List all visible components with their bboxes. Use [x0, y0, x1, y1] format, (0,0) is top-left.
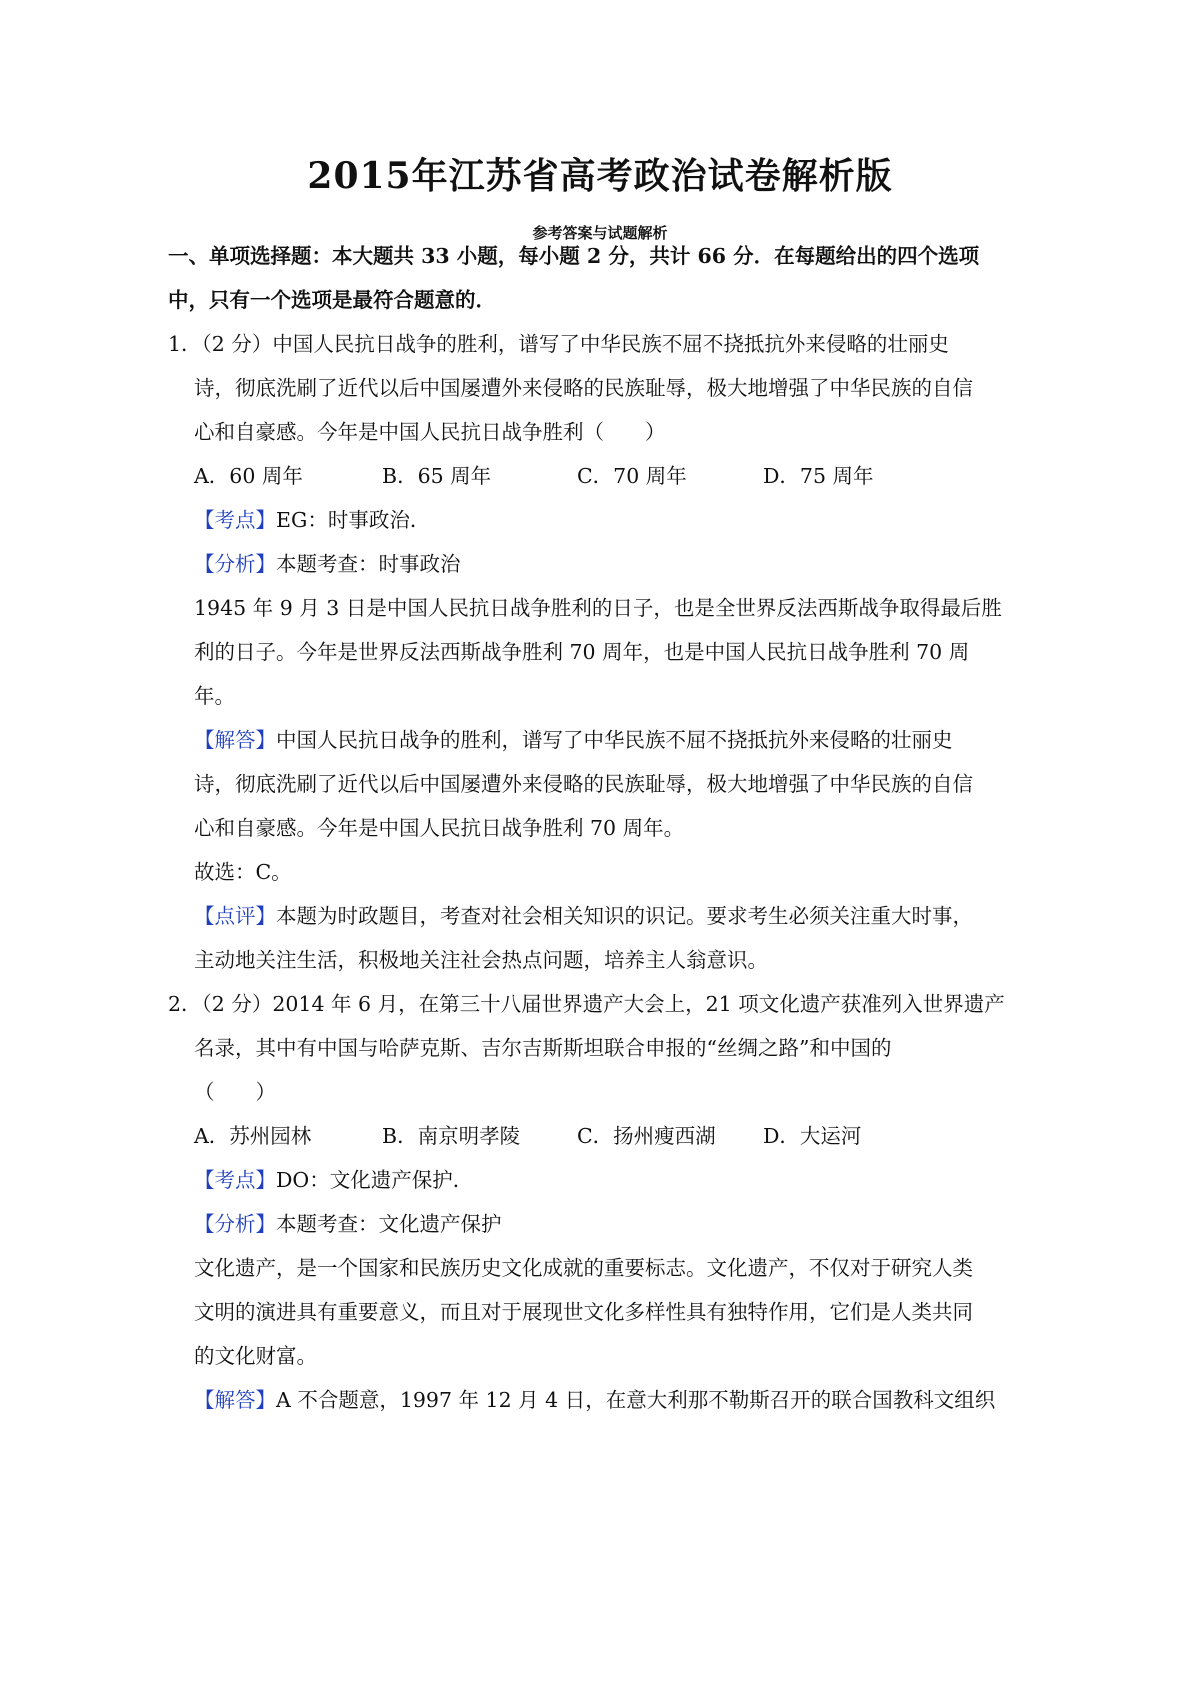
fenxi-text: 本题考查：文化遗产保护: [276, 1212, 502, 1236]
q1-answer: 故选：C。: [194, 860, 292, 884]
jieda-tag: 【解答】: [194, 728, 276, 752]
q2-fenxi-line3: 的文化财富。: [194, 1344, 317, 1368]
q1-kaodian: [194, 506, 430, 534]
q1-dianping: [194, 902, 973, 930]
kaodian-tag: 【考点】: [194, 1168, 276, 1192]
dianping-text: 本题为时政题目，考查对社会相关知识的识记。要求考生必须关注重大时事，: [276, 904, 973, 928]
kaodian-tag: 【考点】: [194, 508, 276, 532]
jieda-tag: 【解答】: [194, 1388, 276, 1412]
dianping-tag: 【点评】: [194, 904, 276, 928]
q2-fenxi: [194, 1210, 502, 1238]
q2-option-c: C．扬州瘦西湖: [577, 1124, 716, 1148]
q1-fenxi-line1: 1945 年 9 月 3 日是中国人民抗日战争胜利的日子，也是全世界反法西斯战争取得最后胜: [194, 596, 1002, 620]
kaodian-text: DO：文化遗产保护．: [276, 1168, 474, 1192]
q1-dianping-line2: 主动地关注生活，积极地关注社会热点问题，培养主人翁意识。: [194, 948, 768, 972]
q1-option-c: C．70 周年: [577, 464, 687, 488]
q2-option-d: D．大运河: [763, 1124, 862, 1148]
q1-option-a: A．60 周年: [194, 464, 303, 488]
jieda-text: 中国人民抗日战争的胜利，谱写了中华民族不屈不挠抵抗外来侵略的壮丽史: [276, 728, 953, 752]
fenxi-tag: 【分析】: [194, 552, 276, 576]
q1-option-d: D．75 周年: [763, 464, 874, 488]
section-heading-line2: 中，只有一个选项是最符合题意的．: [168, 288, 496, 312]
q1-option-b: B．65 周年: [382, 464, 492, 488]
q2-stem-line1: 2．（2 分）2014 年 6 月，在第三十八届世界遗产大会上，21 项文化遗产获准列入世界遗产: [168, 992, 1005, 1016]
q2-stem-line2: 名录，其中有中国与哈萨克斯、吉尔吉斯斯坦联合申报的“丝绸之路”和中国的: [194, 1036, 892, 1060]
q1-jieda-line2: 诗，彻底洗刷了近代以后中国屡遭外来侵略的民族耻辱，极大地增强了中华民族的自信: [194, 772, 973, 796]
q2-stem-line3: （ ）: [194, 1080, 276, 1104]
q1-stem-line3: 心和自豪感。今年是中国人民抗日战争胜利（ ）: [194, 420, 666, 444]
page-title: 2015年江苏省高考政治试卷解析版: [307, 155, 893, 197]
q1-jieda-line3: 心和自豪感。今年是中国人民抗日战争胜利 70 周年。: [194, 816, 685, 840]
q2-jieda: [194, 1386, 995, 1414]
q1-fenxi-line2: 利的日子。今年是世界反法西斯战争胜利 70 周年，也是中国人民抗日战争胜利 70 周: [194, 640, 970, 664]
q1-fenxi-line3: 年。: [194, 684, 235, 708]
q1-stem-line1: 1．（2 分）中国人民抗日战争的胜利，谱写了中华民族不屈不挠抵抗外来侵略的壮丽史: [168, 332, 949, 356]
q2-option-a: A．苏州园林: [194, 1124, 312, 1148]
q2-option-b: B．南京明孝陵: [382, 1124, 521, 1148]
kaodian-text: EG：时事政治．: [276, 508, 431, 532]
fenxi-text: 本题考查：时事政治: [276, 552, 461, 576]
q1-fenxi: [194, 550, 461, 578]
section-heading-line1: 一、单项选择题：本大题共 33 小题，每小题 2 分，共计 66 分．在每题给出的四个选项: [168, 244, 980, 268]
jieda-text: A 不合题意，1997 年 12 月 4 日，在意大利那不勒斯召开的联合国教科文组织: [276, 1388, 996, 1412]
q2-fenxi-line1: 文化遗产，是一个国家和民族历史文化成就的重要标志。文化遗产，不仅对于研究人类: [194, 1256, 973, 1280]
fenxi-tag: 【分析】: [194, 1212, 276, 1236]
q1-jieda: [194, 726, 953, 754]
q2-fenxi-line2: 文明的演进具有重要意义，而且对于展现世文化多样性具有独特作用，它们是人类共同: [194, 1300, 973, 1324]
page-subtitle: 参考答案与试题解析: [532, 224, 668, 242]
q1-stem-line2: 诗，彻底洗刷了近代以后中国屡遭外来侵略的民族耻辱，极大地增强了中华民族的自信: [194, 376, 973, 400]
q2-kaodian: [194, 1166, 473, 1194]
